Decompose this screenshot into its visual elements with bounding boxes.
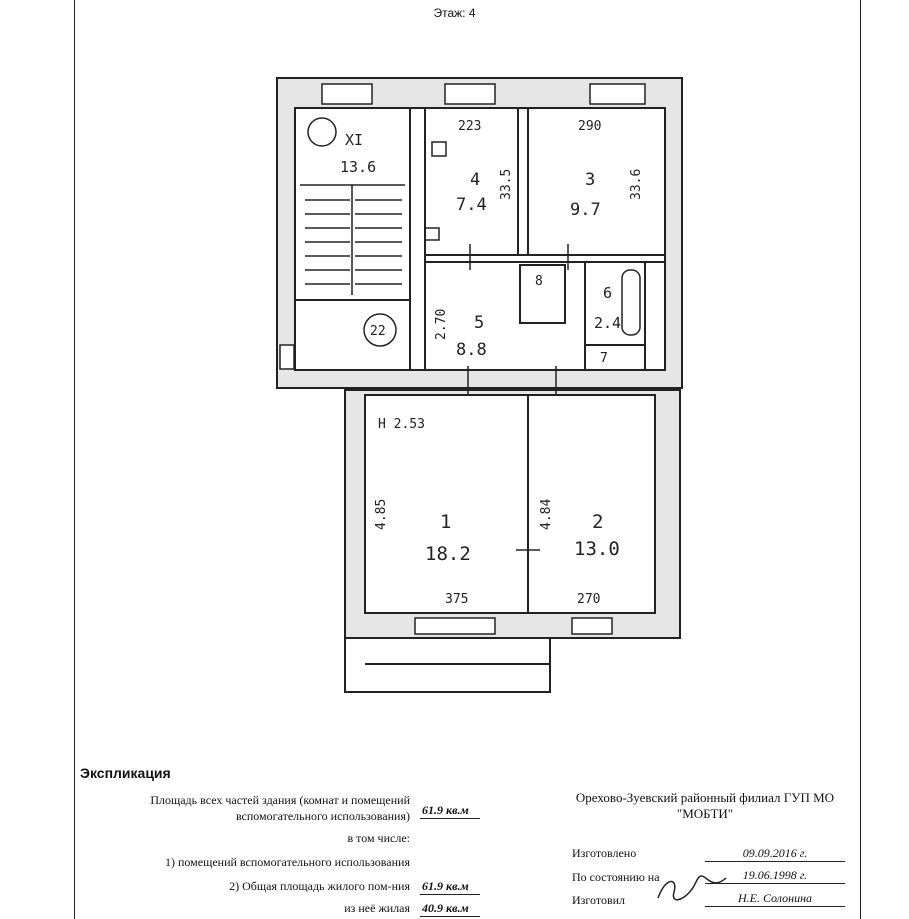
- room-4-number: 4: [470, 170, 481, 190]
- expl-value-residential: 40.9 кв.м: [420, 900, 480, 917]
- dim-484: 4.84: [539, 498, 554, 530]
- expl-label-total-2: вспомогательного использования): [235, 809, 410, 823]
- dim-22: 22: [370, 324, 386, 339]
- room-XI-area: 13.6: [340, 158, 377, 176]
- expl-label-living-total: 2) Общая площадь жилого пом-ния: [229, 879, 410, 893]
- room-3-number: 3: [585, 170, 596, 190]
- record-value-state: 19.06.1998 г.: [705, 868, 845, 884]
- dim-h253: H 2.53: [378, 417, 425, 432]
- expl-label-total: Площадь всех частей здания (комнат и помещений: [150, 793, 410, 807]
- expl-label-auxiliary: 1) помещений вспомогательного использования: [164, 855, 410, 869]
- room-8-number: 8: [535, 274, 543, 289]
- expl-label-residential: из неё жилая: [344, 901, 410, 915]
- floor-label: Этаж: 4: [433, 6, 476, 20]
- room-6-area: 2.4: [594, 314, 622, 332]
- dim-270b: 270: [577, 592, 601, 607]
- dim-336: 33.6: [629, 168, 644, 200]
- expl-label-including: в том числе:: [347, 831, 410, 845]
- room-5-area: 8.8: [456, 340, 487, 360]
- room-XI-number: XI: [345, 131, 364, 149]
- record-label-state: По состоянию на: [572, 870, 660, 884]
- room-1-area: 18.2: [425, 543, 471, 565]
- signature: [652, 870, 732, 910]
- record-value-author: Н.Е. Солонина: [705, 891, 845, 907]
- dim-335: 33.5: [499, 168, 514, 200]
- room-5-number: 5: [474, 313, 485, 333]
- organization-block: [520, 790, 890, 822]
- room-2-area: 13.0: [574, 538, 620, 560]
- record-label-made: Изготовлено: [572, 846, 637, 860]
- room-7-number: 7: [600, 351, 608, 366]
- room-6-number: 6: [603, 284, 613, 302]
- organization-name: Орехово-Зуевский районный филиал ГУП МО: [575, 790, 835, 805]
- room-4-area: 7.4: [456, 195, 487, 215]
- dim-290: 290: [578, 119, 602, 134]
- record-label-author: Изготовил: [572, 893, 626, 907]
- record-value-made: 09.09.2016 г.: [705, 846, 845, 862]
- expl-value-total: 61.9 кв.м: [420, 802, 480, 819]
- dim-375: 375: [445, 592, 469, 607]
- dim-223: 223: [458, 119, 482, 134]
- dim-485: 4.85: [374, 498, 389, 530]
- room-3-area: 9.7: [570, 200, 601, 220]
- expl-value-living-total: 61.9 кв.м: [420, 878, 480, 895]
- room-1-number: 1: [440, 511, 452, 533]
- dim-270a: 2.70: [434, 308, 449, 340]
- explication-title: Экспликация: [80, 765, 171, 781]
- room-2-number: 2: [592, 511, 604, 533]
- organization-short-name: "МОБТИ": [676, 806, 734, 821]
